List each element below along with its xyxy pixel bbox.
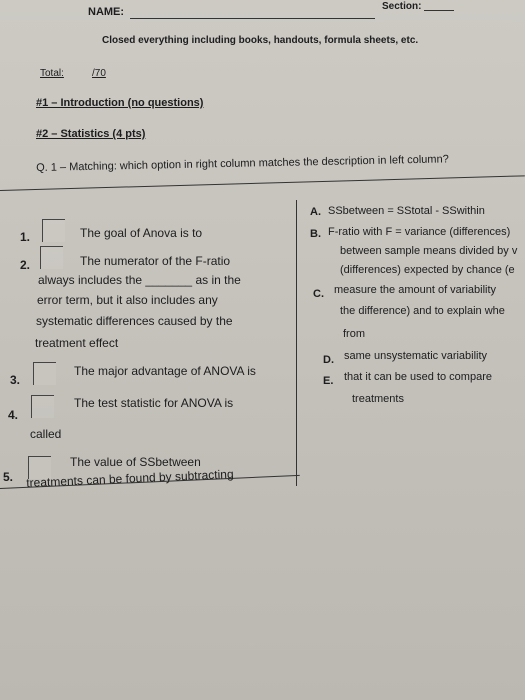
item-2-text-line-2: always includes the _______ as in the [38, 273, 241, 287]
option-b-text-line-2: between sample means divided by v [340, 245, 518, 257]
item-4-text-line-2: called [30, 427, 62, 441]
option-b-text-line-4: measure the amount of variability [334, 284, 497, 296]
item-4-number: 4. [8, 408, 19, 422]
option-d-letter: D. [323, 354, 334, 366]
question-prompt: Q. 1 – Matching: which option in right column matches the description in left column? [36, 153, 449, 174]
item-3-number: 3. [10, 373, 21, 387]
item-5-number: 5. [3, 470, 14, 484]
item-3-answer-box[interactable] [33, 362, 56, 385]
column-divider [296, 200, 297, 486]
option-a-text: SSbetween = SStotal - SSwithin [328, 205, 485, 217]
instructions: Closed everything including books, handouts, formula sheets, etc. [102, 35, 419, 46]
item-2-answer-box[interactable] [40, 246, 63, 269]
option-c-letter: C. [313, 288, 324, 300]
table-top-border [0, 175, 525, 191]
item-4-text-line-1: The test statistic for ANOVA is [74, 396, 234, 410]
item-4-answer-box[interactable] [31, 395, 54, 418]
section-label: Section: [382, 1, 422, 12]
name-label: NAME: [88, 6, 125, 18]
section-2-heading: #2 – Statistics (4 pts) [36, 128, 146, 140]
item-2-text-line-3: error term, but it also includes any [37, 293, 218, 307]
option-b-text-line-3: (differences) expected by chance (e [340, 264, 515, 276]
option-e-text-line-1: that it can be used to compare [344, 371, 492, 383]
item-2-text-line-1: The numerator of the F-ratio [80, 254, 231, 268]
option-d-text: same unsystematic variability [344, 350, 488, 362]
item-5-text-line-2: treatments can be found by subtracting [26, 466, 234, 490]
item-1-number: 1. [20, 230, 31, 244]
section-field-line[interactable] [424, 10, 454, 11]
item-2-text-line-4: systematic differences caused by the [36, 314, 233, 328]
item-2-text-line-5: treatment effect [35, 336, 119, 350]
item-5-text-line-1: The value of SSbetween [70, 455, 201, 469]
option-b-letter: B. [310, 228, 321, 240]
option-e-text-line-2: treatments [352, 393, 404, 405]
name-field-line[interactable] [130, 18, 375, 19]
option-b-text-line-1: F-ratio with F = variance (differences) [328, 226, 511, 238]
total-value: /70 [92, 68, 106, 79]
item-3-text-line-1: The major advantage of ANOVA is [74, 364, 256, 378]
section-1-heading: #1 – Introduction (no questions) [36, 97, 204, 109]
total-label: Total: [40, 68, 64, 79]
option-e-letter: E. [323, 375, 334, 387]
option-c-text-line-1: the difference) and to explain whe [340, 305, 505, 317]
option-a-letter: A. [310, 206, 321, 218]
item-1-answer-box[interactable] [42, 219, 65, 242]
option-c-text-line-2: from [343, 328, 365, 340]
item-1-text-line-1: The goal of Anova is to [80, 226, 203, 240]
item-2-number: 2. [20, 258, 31, 272]
